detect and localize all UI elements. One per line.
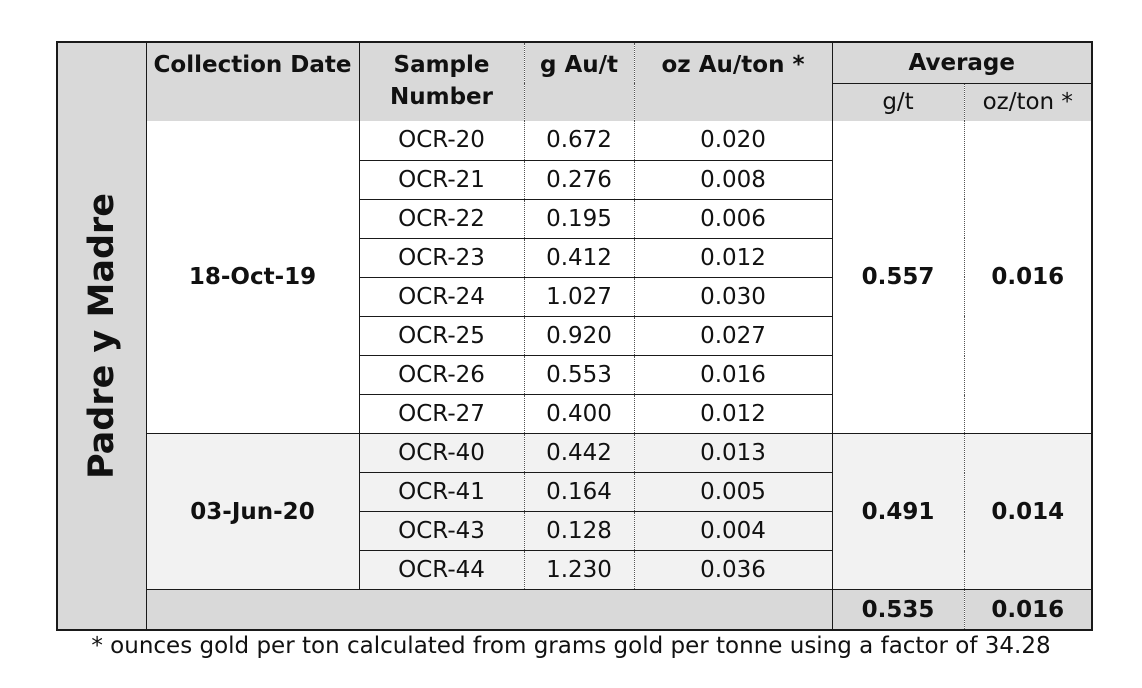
g-au-t-cell: 0.672 (524, 121, 634, 160)
sample-number-cell: OCR-26 (359, 356, 524, 395)
sample-number-cell: OCR-23 (359, 238, 524, 277)
sample-number-cell: OCR-22 (359, 199, 524, 238)
collection-date-cell: 18-Oct-19 (146, 121, 359, 434)
table-row (58, 121, 1091, 160)
sample-number-cell: OCR-40 (359, 434, 524, 473)
oz-au-ton-cell: 0.005 (634, 473, 832, 512)
g-au-t-cell: 1.230 (524, 551, 634, 590)
g-au-t-cell: 0.412 (524, 238, 634, 277)
header-collection-date: Collection Date (146, 43, 359, 121)
footnote: * ounces gold per ton calculated from grams gold per tonne using a factor of 34.28 (91, 633, 1051, 659)
location-label-cell (58, 43, 146, 629)
oz-au-ton-cell: 0.012 (634, 238, 832, 277)
totals-row (58, 590, 1091, 629)
overall-average-oz-ton: 0.016 (964, 590, 1091, 629)
table-row (58, 434, 1091, 473)
sample-number-cell: OCR-41 (359, 473, 524, 512)
group-average-g-t: 0.557 (832, 121, 964, 434)
g-au-t-cell: 0.400 (524, 395, 634, 434)
sample-number-cell: OCR-20 (359, 121, 524, 160)
oz-au-ton-cell: 0.012 (634, 395, 832, 434)
header-avg-oz-ton: oz/ton * (964, 83, 1091, 121)
group-average-g-t: 0.491 (832, 434, 964, 590)
header-average: Average (832, 43, 1091, 83)
header-g-au-t: g Au/t (524, 43, 634, 121)
header-sample-number: Sample Number (359, 43, 524, 121)
group-average-oz-ton: 0.014 (964, 434, 1091, 590)
g-au-t-cell: 0.553 (524, 356, 634, 395)
g-au-t-cell: 0.128 (524, 512, 634, 551)
oz-au-ton-cell: 0.016 (634, 356, 832, 395)
collection-date-cell: 03-Jun-20 (146, 434, 359, 590)
location-label: Padre y Madre (81, 192, 122, 480)
sample-number-cell: OCR-21 (359, 160, 524, 199)
g-au-t-cell: 0.164 (524, 473, 634, 512)
sample-number-cell: OCR-27 (359, 395, 524, 434)
overall-average-g-t: 0.535 (832, 590, 964, 629)
oz-au-ton-cell: 0.020 (634, 121, 832, 160)
g-au-t-cell: 0.920 (524, 316, 634, 355)
group-average-oz-ton: 0.016 (964, 121, 1091, 434)
oz-au-ton-cell: 0.027 (634, 316, 832, 355)
g-au-t-cell: 0.276 (524, 160, 634, 199)
g-au-t-cell: 0.442 (524, 434, 634, 473)
assay-results-table (58, 43, 1091, 629)
g-au-t-cell: 1.027 (524, 277, 634, 316)
sample-number-cell: OCR-25 (359, 316, 524, 355)
header-avg-g-t: g/t (832, 83, 964, 121)
header-oz-au-ton: oz Au/ton * (634, 43, 832, 121)
oz-au-ton-cell: 0.004 (634, 512, 832, 551)
oz-au-ton-cell: 0.008 (634, 160, 832, 199)
oz-au-ton-cell: 0.030 (634, 277, 832, 316)
sample-number-cell: OCR-44 (359, 551, 524, 590)
sample-number-cell: OCR-43 (359, 512, 524, 551)
sample-number-cell: OCR-24 (359, 277, 524, 316)
assay-table-frame (56, 41, 1093, 631)
g-au-t-cell: 0.195 (524, 199, 634, 238)
oz-au-ton-cell: 0.013 (634, 434, 832, 473)
oz-au-ton-cell: 0.036 (634, 551, 832, 590)
oz-au-ton-cell: 0.006 (634, 199, 832, 238)
totals-blank-cell (146, 590, 832, 629)
